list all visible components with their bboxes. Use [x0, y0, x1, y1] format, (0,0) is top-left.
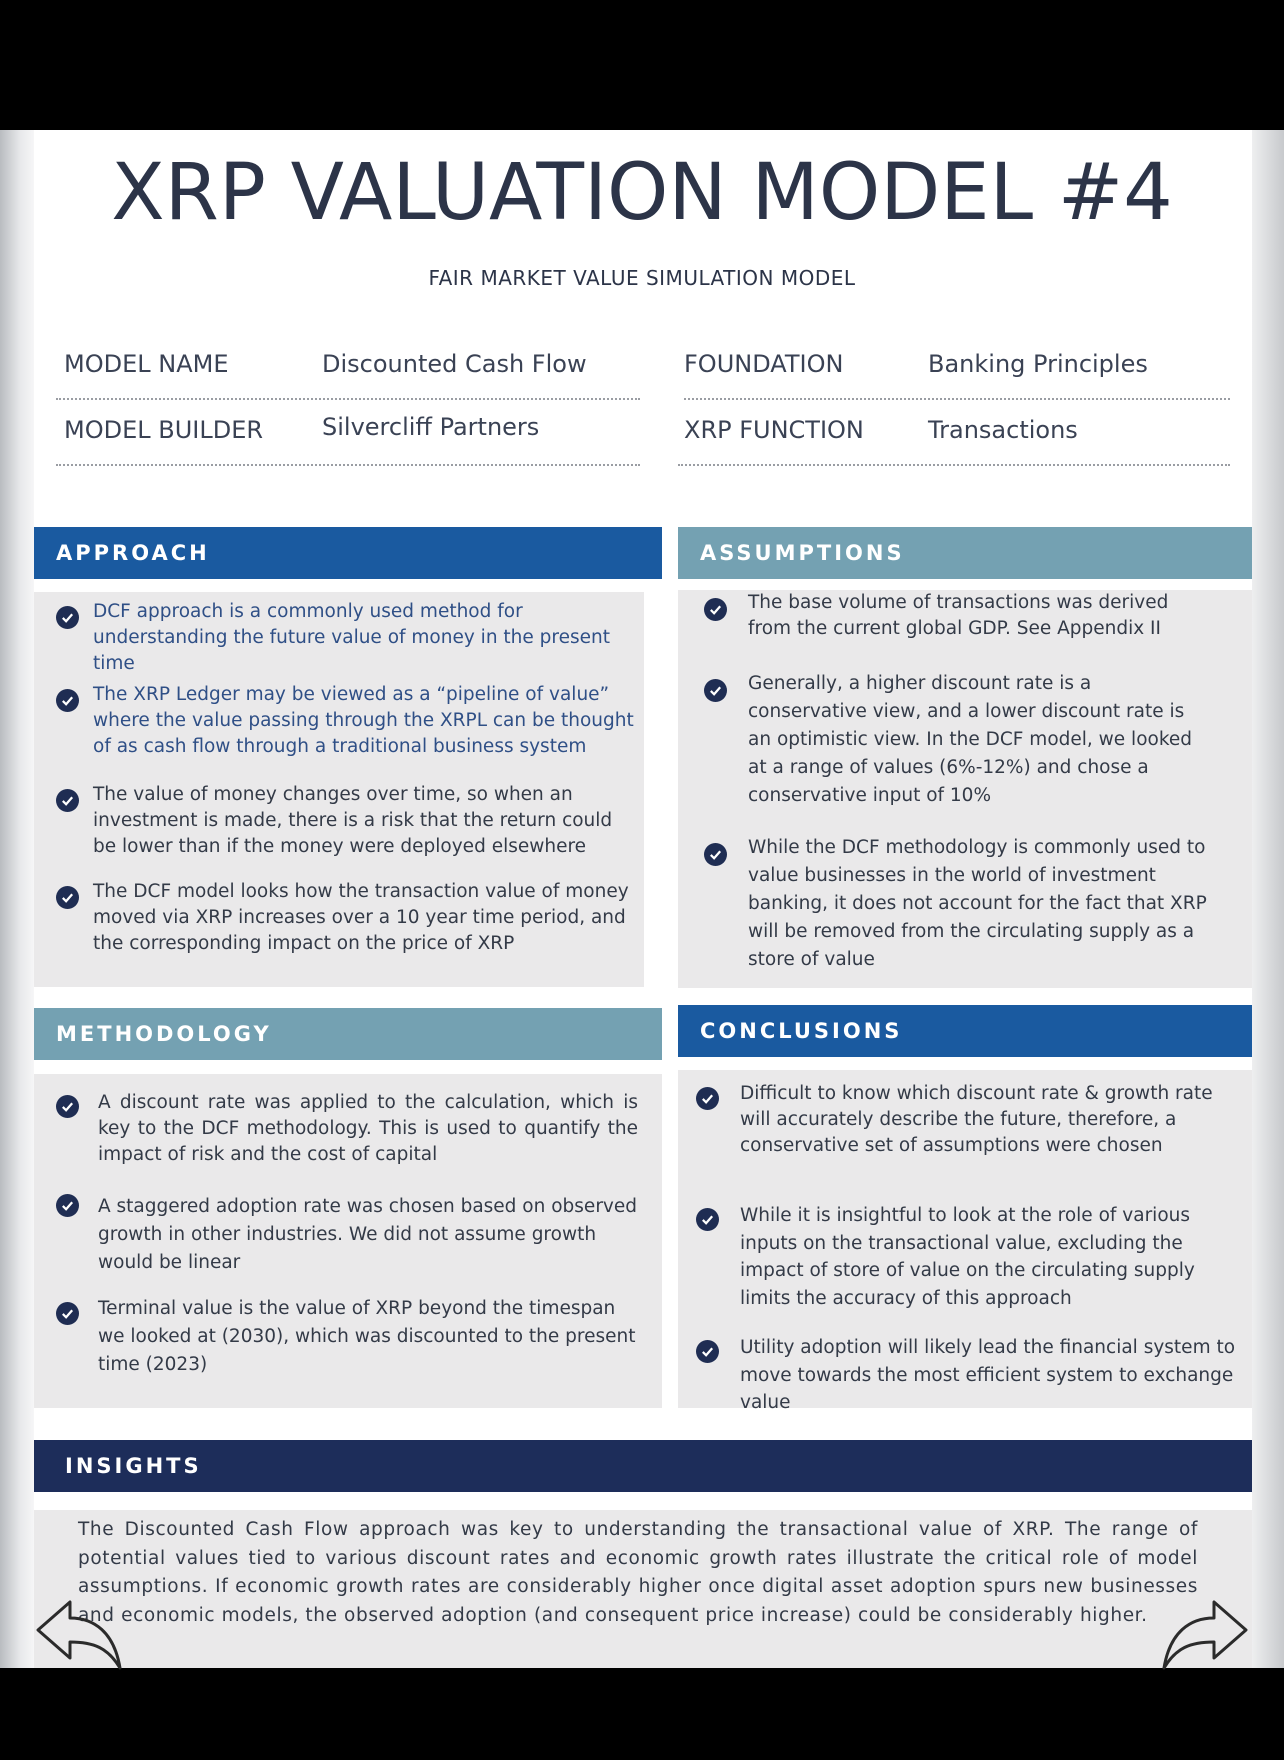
model-name-value: Discounted Cash Flow — [322, 350, 587, 378]
page-subtitle: FAIR MARKET VALUE SIMULATION MODEL — [428, 266, 856, 290]
conclusions-item: Difficult to know which discount rate & growth rate will accurately describe the future, therefore, a conservative set of assumptions were chosen — [740, 1083, 1213, 1156]
conclusions-header: CONCLUSIONS — [678, 1005, 1252, 1057]
xrp-function-value: Transactions — [928, 416, 1078, 444]
check-icon — [56, 1194, 79, 1217]
page-title: XRP VALUATION MODEL #4 — [111, 148, 1173, 238]
conclusions-item: While it is insightful to look at the role of various inputs on the transactional value, excluding the impact of store of value on the circulating supply limits the accuracy of this approach — [740, 1205, 1195, 1309]
approach-item: The value of money changes over time, so when an investment is made, there is a risk that the return could be lower than if the money were deployed elsewhere — [93, 784, 613, 857]
foundation-value: Banking Principles — [928, 350, 1148, 378]
check-icon — [56, 1302, 79, 1325]
check-icon — [56, 886, 79, 909]
check-icon — [704, 598, 727, 621]
check-icon — [696, 1087, 719, 1110]
approach-item: The XRP Ledger may be viewed as a “pipeline of value” where the value passing through the XRPL can be thought of as cash flow through a traditional business system — [93, 684, 634, 757]
divider — [684, 398, 1230, 400]
model-builder-value: Silvercliff Partners — [322, 413, 540, 441]
approach-header: APPROACH — [34, 527, 662, 579]
assumptions-header: ASSUMPTIONS — [678, 527, 1252, 579]
foundation-label: FOUNDATION — [684, 350, 844, 378]
check-icon — [696, 1340, 719, 1363]
assumptions-item: The base volume of transactions was derived from the current global GDP. See Appendix II — [748, 592, 1169, 639]
assumptions-item: Generally, a higher discount rate is a conservative view, and a lower discount rate is an optimistic view. In the DCF model, we looked at a range of values (6%-12%) and chose a conservative input of 10% — [748, 673, 1193, 806]
check-icon — [704, 679, 727, 702]
check-icon — [704, 843, 727, 866]
model-name-label: MODEL NAME — [64, 350, 229, 378]
approach-item: The DCF model looks how the transaction value of money moved via XRP increases over a 10 year time period, and the corresponding impact on the price of XRP — [93, 881, 629, 954]
methodology-item: A staggered adoption rate was chosen based on observed growth in other industries. We did not assume growth would be linear — [98, 1196, 637, 1273]
divider — [678, 464, 1230, 466]
check-icon — [56, 789, 79, 812]
conclusions-item: Utility adoption will likely lead the financial system to move towards the most efficient system to exchange value — [740, 1337, 1236, 1413]
page-shadow-right — [1252, 130, 1284, 1668]
forward-arrow-icon[interactable] — [1160, 1598, 1250, 1674]
methodology-item: Terminal value is the value of XRP beyond the timespan we looked at (2030), which was discounted to the present time (2023) — [98, 1298, 636, 1375]
model-builder-label: MODEL BUILDER — [64, 416, 264, 444]
approach-item: DCF approach is a commonly used method for understanding the future value of money in the present time — [93, 601, 610, 674]
check-icon — [56, 1095, 79, 1118]
insights-header: INSIGHTS — [34, 1440, 1252, 1492]
document-page — [0, 130, 1284, 1668]
check-icon — [696, 1208, 719, 1231]
methodology-item: A discount rate was applied to the calculation, which is key to the DCF methodology. This is used to quantify the impact of risk and the cost of capital — [98, 1092, 638, 1165]
divider — [56, 398, 640, 400]
check-icon — [56, 689, 79, 712]
check-icon — [56, 606, 79, 629]
insights-text: The Discounted Cash Flow approach was key to understanding the transactional value of XRP. The range of potential values tied to various discount rates and economic growth rates illustrate the critical role of model assumptions. If economic growth rates are considerably higher once digital asset adoption spurs new businesses and economic models, the observed adoption (and consequent price increase) could be considerably higher. — [78, 1519, 1198, 1626]
xrp-function-label: XRP FUNCTION — [684, 416, 864, 444]
page-shadow-left — [0, 130, 34, 1668]
assumptions-item: While the DCF methodology is commonly used to value businesses in the world of investment banking, it does not account for the fact that XRP will be removed from the circulating supply as a store of value — [748, 837, 1207, 970]
back-arrow-icon[interactable] — [34, 1598, 124, 1674]
methodology-header: METHODOLOGY — [34, 1008, 662, 1060]
divider — [56, 464, 640, 466]
